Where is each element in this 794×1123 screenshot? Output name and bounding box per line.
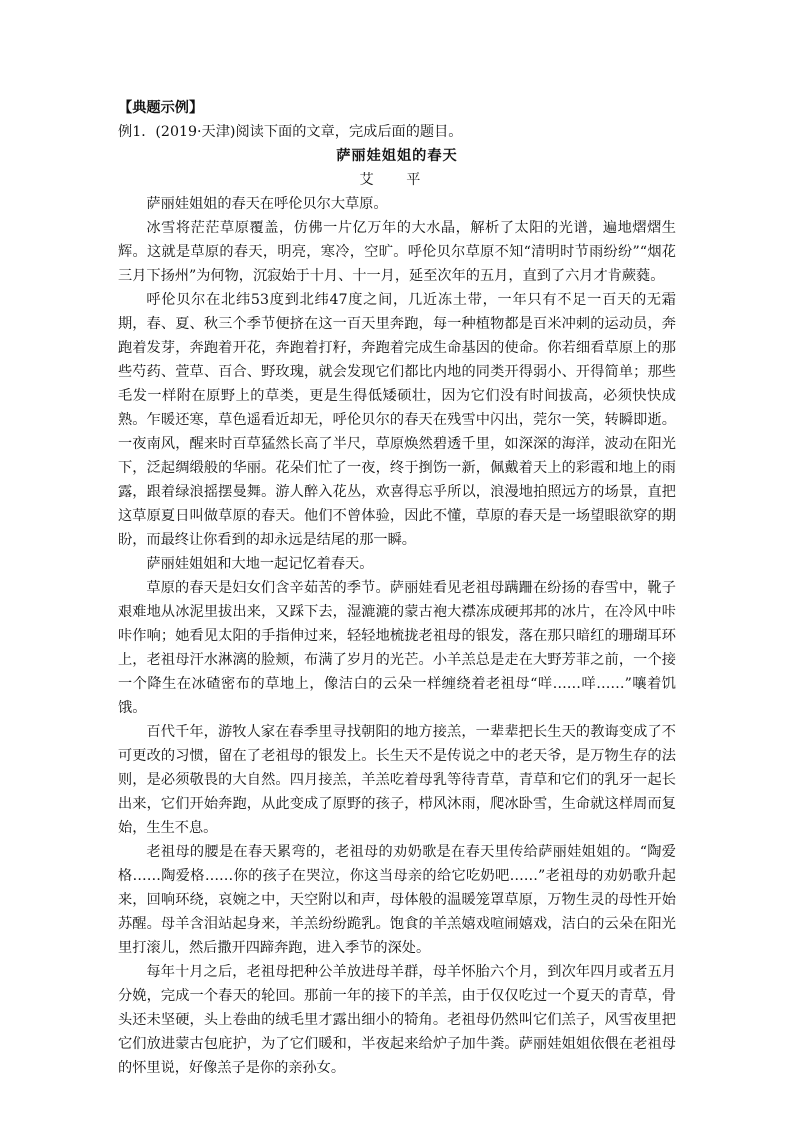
example-instruction: 例1．(2019·天津)阅读下面的文章，完成后面的题目。: [118, 124, 463, 140]
section-heading: 【典题示例】: [118, 100, 204, 116]
paragraph: 萨丽娃姐姐和大地一起记忆着春天。: [146, 556, 374, 572]
paragraph: 萨丽娃姐姐的春天在呼伦贝尔大草原。: [146, 196, 388, 212]
article-title: 萨丽娃姐姐的春天: [336, 148, 458, 164]
article-author: 艾 平: [359, 172, 435, 188]
paragraph: 老祖母的腰是在春天累弯的，老祖母的劝奶歌是在春天里传给萨丽娃姐姐的。“陶爱格……陶爱格……你的孩子在哭泣，你这当母亲的给它吃奶吧……”老祖母的劝奶歌升起来，回响环绕，哀婉之中，天空附以和声，母体般的温暖笼罩草原，万物生灵的母性开始苏醒。母羊含泪站起身来，羊羔纷纷跪乳。饱食的羊羔嬉戏喧闹嬉戏，洁白的云朵在阳光里打滚儿，然后撒开四蹄奔跑，进入季节的深处。: [118, 844, 676, 956]
paragraph: 百代千年，游牧人家在春季里寻找朝阳的地方接羔，一辈辈把长生天的教诲变成了不可更改的习惯，留在了老祖母的银发上。长生天不是传说之中的老天爷，是万物生存的法则，是必须敬畏的大自然。四月接羔，羊羔吃着母乳等待青草，青草和它们的乳牙一起长出来，它们开始奔跑，从此变成了原野的孩子，栉风沐雨，爬冰卧雪，生命就这样周而复始，生生不息。: [118, 724, 676, 836]
document-page: [118, 96, 676, 1080]
paragraph: 每年十月之后，老祖母把种公羊放进母羊群，母羊怀胎六个月，到次年四月或者五月分娩，完成一个春天的轮回。那前一年的接下的羊羔，由于仅仅吃过一个夏天的青草，骨头还未坚硬，头上卷曲的绒毛里才露出细小的犄角。老祖母仍然叫它们羔子，风雪夜里把它们放进蒙古包庇护，为了它们暖和，半夜起来给炉子加牛粪。萨丽娃姐姐依偎在老祖母的怀里说，好像羔子是你的亲孙女。: [118, 964, 676, 1076]
paragraph: 呼伦贝尔在北纬53度到北纬47度之间，几近冻土带，一年只有不足一百天的无霜期，春、夏、秋三个季节便挤在这一百天里奔跑，每一种植物都是百米冲刺的运动员，奔跑着发芽，奔跑着开花，奔跑着打籽，奔跑着完成生命基因的使命。你若细看草原上的那些芍药、萱草、百合、野玫瑰，就会发现它们都比内地的同类开得弱小、开得简单；那些毛发一样附在原野上的草类，更是生得低矮硕壮，因为它们没有时间拔高，必须快快成熟。乍暖还寒，草色遥看近却无，呼伦贝尔的春天在残雪中闪出，莞尔一笑，转瞬即逝。一夜南风，醒来时百草猛然长高了半尺，草原焕然碧透千里，如深深的海洋，波动在阳光下，泛起绸缎般的华丽。花朵们忙了一夜，终于捯饬一新，佩戴着天上的彩霞和地上的雨露，跟着绿浪摇摆曼舞。游人醉入花丛，欢喜得忘乎所以，浪漫地拍照远方的场景，直把这草原夏日叫做草原的春天。他们不曾体验，因此不懂，草原的春天是一场望眼欲穿的期盼，而最终让你看到的却永远是结尾的那一瞬。: [118, 292, 676, 548]
paragraph: 冰雪将茫茫草原覆盖，仿佛一片亿万年的大水晶，解析了太阳的光谱，遍地熠熠生辉。这就是草原的春天，明亮，寒冷，空旷。呼伦贝尔草原不知“清明时节雨纷纷”“烟花三月下扬州”为何物，沉寂始于十月、十一月，延至次年的五月，直到了六月才肯蕨蕤。: [118, 220, 676, 284]
paragraph: 草原的春天是妇女们含辛茹苦的季节。萨丽娃看见老祖母蹒跚在纷扬的春雪中，靴子艰难地从冰泥里拔出来，又踩下去，湿漉漉的蒙古袍大襟冻成硬邦邦的冰片，在冷风中咔咔作响；她看见太阳的手指伸过来，轻轻地梳拢老祖母的银发，落在那只暗红的珊瑚耳环上，老祖母汗水淋漓的脸颊，布满了岁月的光芒。小羊羔总是走在大野芳菲之前，一个接一个降生在冰碴密布的草地上，像洁白的云朵一样缠绕着老祖母“咩……咩……”嚷着饥饿。: [118, 580, 676, 716]
